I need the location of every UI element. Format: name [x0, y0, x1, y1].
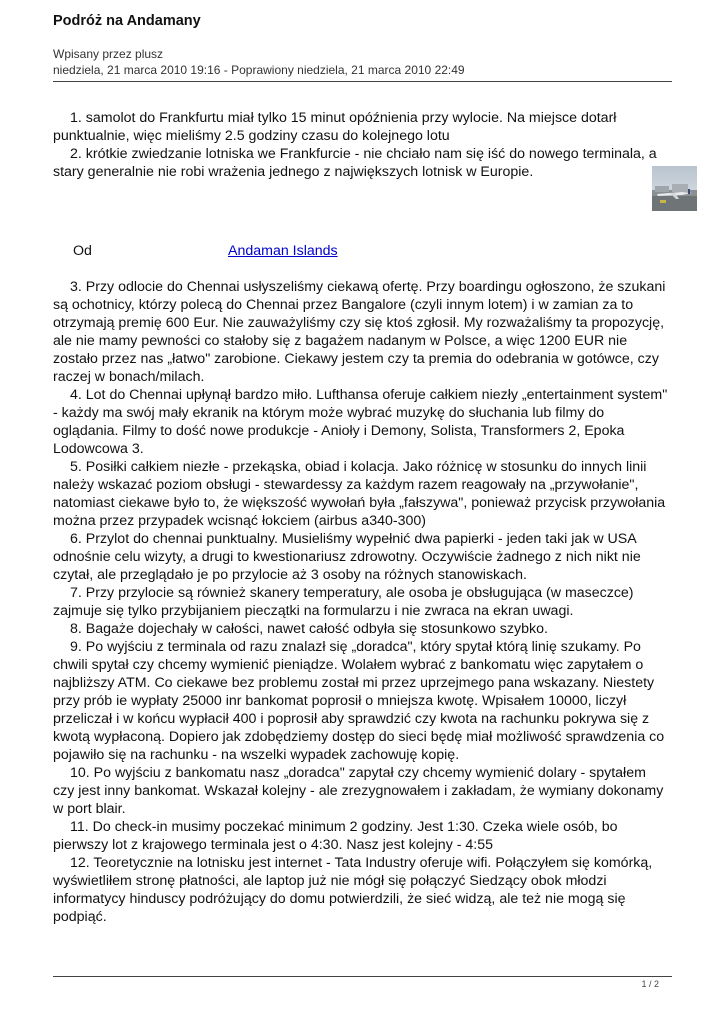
article-title: Podróż na Andamany: [53, 13, 201, 29]
paragraph-6: 6. Przylot do chennai punktualny. Musieliśmy wypełnić dwa papierki - jeden taki jak w USA odnośnie celu wizyty, a drugi to kwestionariusz zdrowotny. Oczywiście żadnego z nich nikt nie czytał, ale przeglądało je po przylocie aż 3 osoby na różnych stanowiskach.: [53, 531, 641, 583]
article-body: [53, 109, 671, 181]
airport-photo-thumbnail[interactable]: [652, 166, 697, 211]
paragraph-5: 5. Posiłki całkiem niezłe - przekąska, obiad i kolacja. Jako różnicę w stosunku do innych linii należy wskazać poziom obsługi - stewardessy za każdym razem reagowały na „przywołanie", natomiast ciekawe było to, że większość wywołań była „fałszywa", ponieważ przycisk przywołania można przez przypadek wcisnąć łokciem (airbus a340-300): [53, 459, 666, 529]
paragraph-8: 8. Bagaże dojechały w całości, nawet całość odbyła się stosunkowo szybko.: [70, 621, 548, 637]
article-body-continued: [53, 278, 671, 926]
paragraph-11: 11. Do check-in musimy poczekać minimum 2 godziny. Jest 1:30. Czeka wiele osób, bo pierwszy lot z krajowego terminala jest o 4:30. Nasz jest kolejny - 4:55: [53, 819, 618, 853]
paragraph-4: 4. Lot do Chennai upłynął bardzo miło. Lufthansa oferuje całkiem niezły „entertainment system" - każdy ma swój mały ekranik na którym może wybrać muzykę do słuchania lub filmy do oglądania. Filmy to dość nowe produkcje - Anioły i Demony, Solista, Transformers 2, Epoka Lodowcowa 3.: [53, 387, 668, 457]
page-number: 1 / 2: [641, 979, 659, 989]
album-link[interactable]: Andaman Islands: [228, 243, 338, 259]
footer-divider: [53, 976, 672, 977]
header-divider: [53, 81, 672, 82]
paragraph-3: 3. Przy odlocie do Chennai usłyszeliśmy ciekawą ofertę. Przy boardingu ogłoszono, że szukani są ochotnicy, którzy polecą do Chennai przez Bangalore (czyli innym lotem) i w zamian za to otrzymają premię 600 Eur. Nie zauważyliśmy czy się ktoś zgłosił. My rozważaliśmy ta propozycję, ale nie mamy pewności co stałoby się z bagażem nadanym w Polsce, a więc 1200 EUR nie zostało przez nas „łatwo" zarobione. Ciekawy jestem czy ta premia do odebrania w gotówce, czy raczej w bonach/milach.: [53, 279, 666, 385]
paragraph-7: 7. Przy przylocie są również skanery temperatury, ale osoba je obsługująca (w maseczce) zajmuje się tylko przybijaniem pieczątki na formularzu i nie zwraca na ekran uwagi.: [53, 585, 634, 619]
paragraph-2: 2. krótkie zwiedzanie lotniska we Frankfurcie - nie chciało nam się iść do nowego terminala, a stary generalnie nie robi wrażenia jednego z największych lotnisk w Europie.: [53, 146, 657, 180]
photo-caption-prefix: Od: [73, 243, 92, 259]
paragraph-12: 12. Teoretycznie na lotnisku jest internet - Tata Industry oferuje wifi. Połączyłem się komórką, wyświetliłem stronę płatności, ale laptop już nie mógł się połączyć Siedzący obok młodzi informatycy hinduscy podróżujący do domu potwierdzili, że sieć widzą, ale też nie mogą się podpiąć.: [53, 855, 653, 925]
date-line: niedziela, 21 marca 2010 19:16 - Poprawiony niedziela, 21 marca 2010 22:49: [53, 63, 465, 77]
paragraph-9: 9. Po wyjściu z terminala od razu znalazł się „doradca", który spytał którą linię szukamy. Po chwili spytał czy chcemy wymienić pieniądze. Wolałem wybrać z bankomatu więc zapytałem o najbliższy ATM. Co ciekawe bez problemu został mi przez uprzejmego pana wskazany. Niestety przy prób ie wypłaty 25000 inr bankomat poprosił o mniejsza kwotę. Wpisałem 10000, liczył przeliczał i w końcu wypłacił 400 i poprosił aby sprawdzić czy kwota na rachunku pokrywa się z kwotą wypłaconą. Dopiero jak zdobędziemy dostęp do sieci będę miał możliwość sprawdzenia co pojawiło się na rachunku - na wszelki wypadek zachowuję kopię.: [53, 639, 665, 763]
article-meta: [53, 46, 465, 78]
author-line: Wpisany przez plusz: [53, 47, 164, 61]
airport-photo: [652, 166, 697, 211]
paragraph-1: 1. samolot do Frankfurtu miał tylko 15 minut opóźnienia przy wylocie. Na miejsce dotarł punktualnie, więc mieliśmy 2.5 godziny czasu do kolejnego lotu: [53, 110, 617, 144]
paragraph-10: 10. Po wyjściu z bankomatu nasz „doradca" zapytał czy chcemy wymienić dolary - spytałem czy jest inny bankomat. Wskazał kolejny - ale zrezygnowałem i zakładam, że wymiany dokonamy w port blair.: [53, 765, 664, 817]
